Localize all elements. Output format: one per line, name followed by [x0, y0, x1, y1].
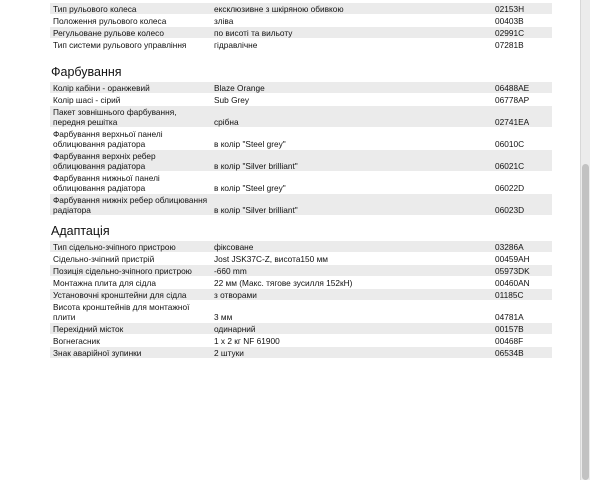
- spec-code: 02153H: [492, 3, 552, 15]
- spec-code: 07281B: [492, 39, 552, 51]
- spec-name: Тип рульового колеса: [50, 3, 211, 15]
- spec-code: 00157B: [492, 323, 552, 335]
- spec-code: 02991C: [492, 27, 552, 39]
- spec-name: Фарбування нижньої панелі облицювання радіатора: [50, 172, 211, 194]
- spec-name: Висота кронштейнів для монтажної плити: [50, 301, 211, 323]
- spec-value: 22 мм (Макс. тягове зусилля 152кН): [211, 277, 492, 289]
- spec-code: 00468F: [492, 335, 552, 347]
- painting-table: [50, 82, 552, 216]
- section-title: Адаптація: [51, 224, 110, 238]
- spec-code: 00403B: [492, 15, 552, 27]
- table-row: [50, 172, 552, 194]
- spec-name: Монтажна плита для сідла: [50, 277, 211, 289]
- spec-name: Знак аварійної зупинки: [50, 347, 211, 359]
- table-row: [50, 347, 552, 359]
- spec-value: 1 x 2 кг NF 61900: [211, 335, 492, 347]
- spec-name: Фарбування нижніх ребер облицювання радіатора: [50, 194, 211, 216]
- adaptation-table: [50, 241, 552, 359]
- spec-value: в колір "Steel grey": [211, 172, 492, 194]
- spec-value: зліва: [211, 15, 492, 27]
- painting-section: [50, 65, 540, 216]
- spec-value: в колір "Silver brilliant": [211, 150, 492, 172]
- spec-value: Sub Grey: [211, 94, 492, 106]
- spec-name: Установочні кронштейни для сідла: [50, 289, 211, 301]
- spec-value: Jost JSK37C-Z, висота150 мм: [211, 253, 492, 265]
- spec-name: Тип системи рульового управління: [50, 39, 211, 51]
- spec-value: 2 штуки: [211, 347, 492, 359]
- table-row: [50, 128, 552, 150]
- spec-name: Пакет зовнішнього фарбування, передня решітка: [50, 106, 211, 128]
- spec-code: 05973DK: [492, 265, 552, 277]
- spec-value: в колір "Silver brilliant": [211, 194, 492, 216]
- table-row: [50, 289, 552, 301]
- spec-value: гідравлічне: [211, 39, 492, 51]
- spec-name: Позиція сідельно-зчіпного пристрою: [50, 265, 211, 277]
- spec-code: 03286A: [492, 241, 552, 253]
- spec-name: Колір шасі - сірий: [50, 94, 211, 106]
- spec-code: 06022D: [492, 172, 552, 194]
- spec-value: з отворами: [211, 289, 492, 301]
- spec-value: Blaze Orange: [211, 82, 492, 94]
- table-row: [50, 277, 552, 289]
- spec-code: 02741EA: [492, 106, 552, 128]
- steering-section: [50, 3, 540, 51]
- spec-value: по висоті та вильоту: [211, 27, 492, 39]
- table-row: [50, 82, 552, 94]
- spec-name: Сідельно-зчіпний пристрій: [50, 253, 211, 265]
- table-row: [50, 15, 552, 27]
- spec-code: 01185C: [492, 289, 552, 301]
- spec-code: 00459AH: [492, 253, 552, 265]
- spec-value: срібна: [211, 106, 492, 128]
- spec-code: 06778AP: [492, 94, 552, 106]
- spec-name: Тип сідельно-зчіпного пристрою: [50, 241, 211, 253]
- table-row: [50, 27, 552, 39]
- table-row: [50, 94, 552, 106]
- adaptation-section: [50, 224, 540, 359]
- spec-value: фіксоване: [211, 241, 492, 253]
- spec-code: 04781A: [492, 301, 552, 323]
- table-row: [50, 253, 552, 265]
- spec-code: 00460AN: [492, 277, 552, 289]
- spec-value: -660 mm: [211, 265, 492, 277]
- scrollbar-thumb[interactable]: [582, 164, 589, 480]
- table-row: [50, 194, 552, 216]
- spec-code: 06534B: [492, 347, 552, 359]
- table-row: [50, 150, 552, 172]
- spec-name: Фарбування верхньої панелі облицювання радіатора: [50, 128, 211, 150]
- spec-code: 06023D: [492, 194, 552, 216]
- table-row: [50, 335, 552, 347]
- table-row: [50, 3, 552, 15]
- section-title: Фарбування: [51, 65, 122, 79]
- spec-name: Положення рульового колеса: [50, 15, 211, 27]
- table-row: [50, 241, 552, 253]
- steering-table: [50, 3, 552, 51]
- spec-code: 06021C: [492, 150, 552, 172]
- spec-code: 06488AE: [492, 82, 552, 94]
- spec-name: Перехідний місток: [50, 323, 211, 335]
- table-row: [50, 39, 552, 51]
- spec-value: в колір "Steel grey": [211, 128, 492, 150]
- table-row: [50, 265, 552, 277]
- spec-name: Фарбування верхніх ребер облицювання радіатора: [50, 150, 211, 172]
- table-row: [50, 106, 552, 128]
- table-row: [50, 301, 552, 323]
- spec-value: ексклюзивне з шкіряною обивкою: [211, 3, 492, 15]
- table-row: [50, 323, 552, 335]
- spec-name: Регульоване рульове колесо: [50, 27, 211, 39]
- spec-value: 3 мм: [211, 301, 492, 323]
- spec-value: одинарний: [211, 323, 492, 335]
- spec-name: Колір кабіни - оранжевий: [50, 82, 211, 94]
- spec-name: Вогнегасник: [50, 335, 211, 347]
- spec-code: 06010C: [492, 128, 552, 150]
- vertical-scrollbar[interactable]: [580, 0, 590, 480]
